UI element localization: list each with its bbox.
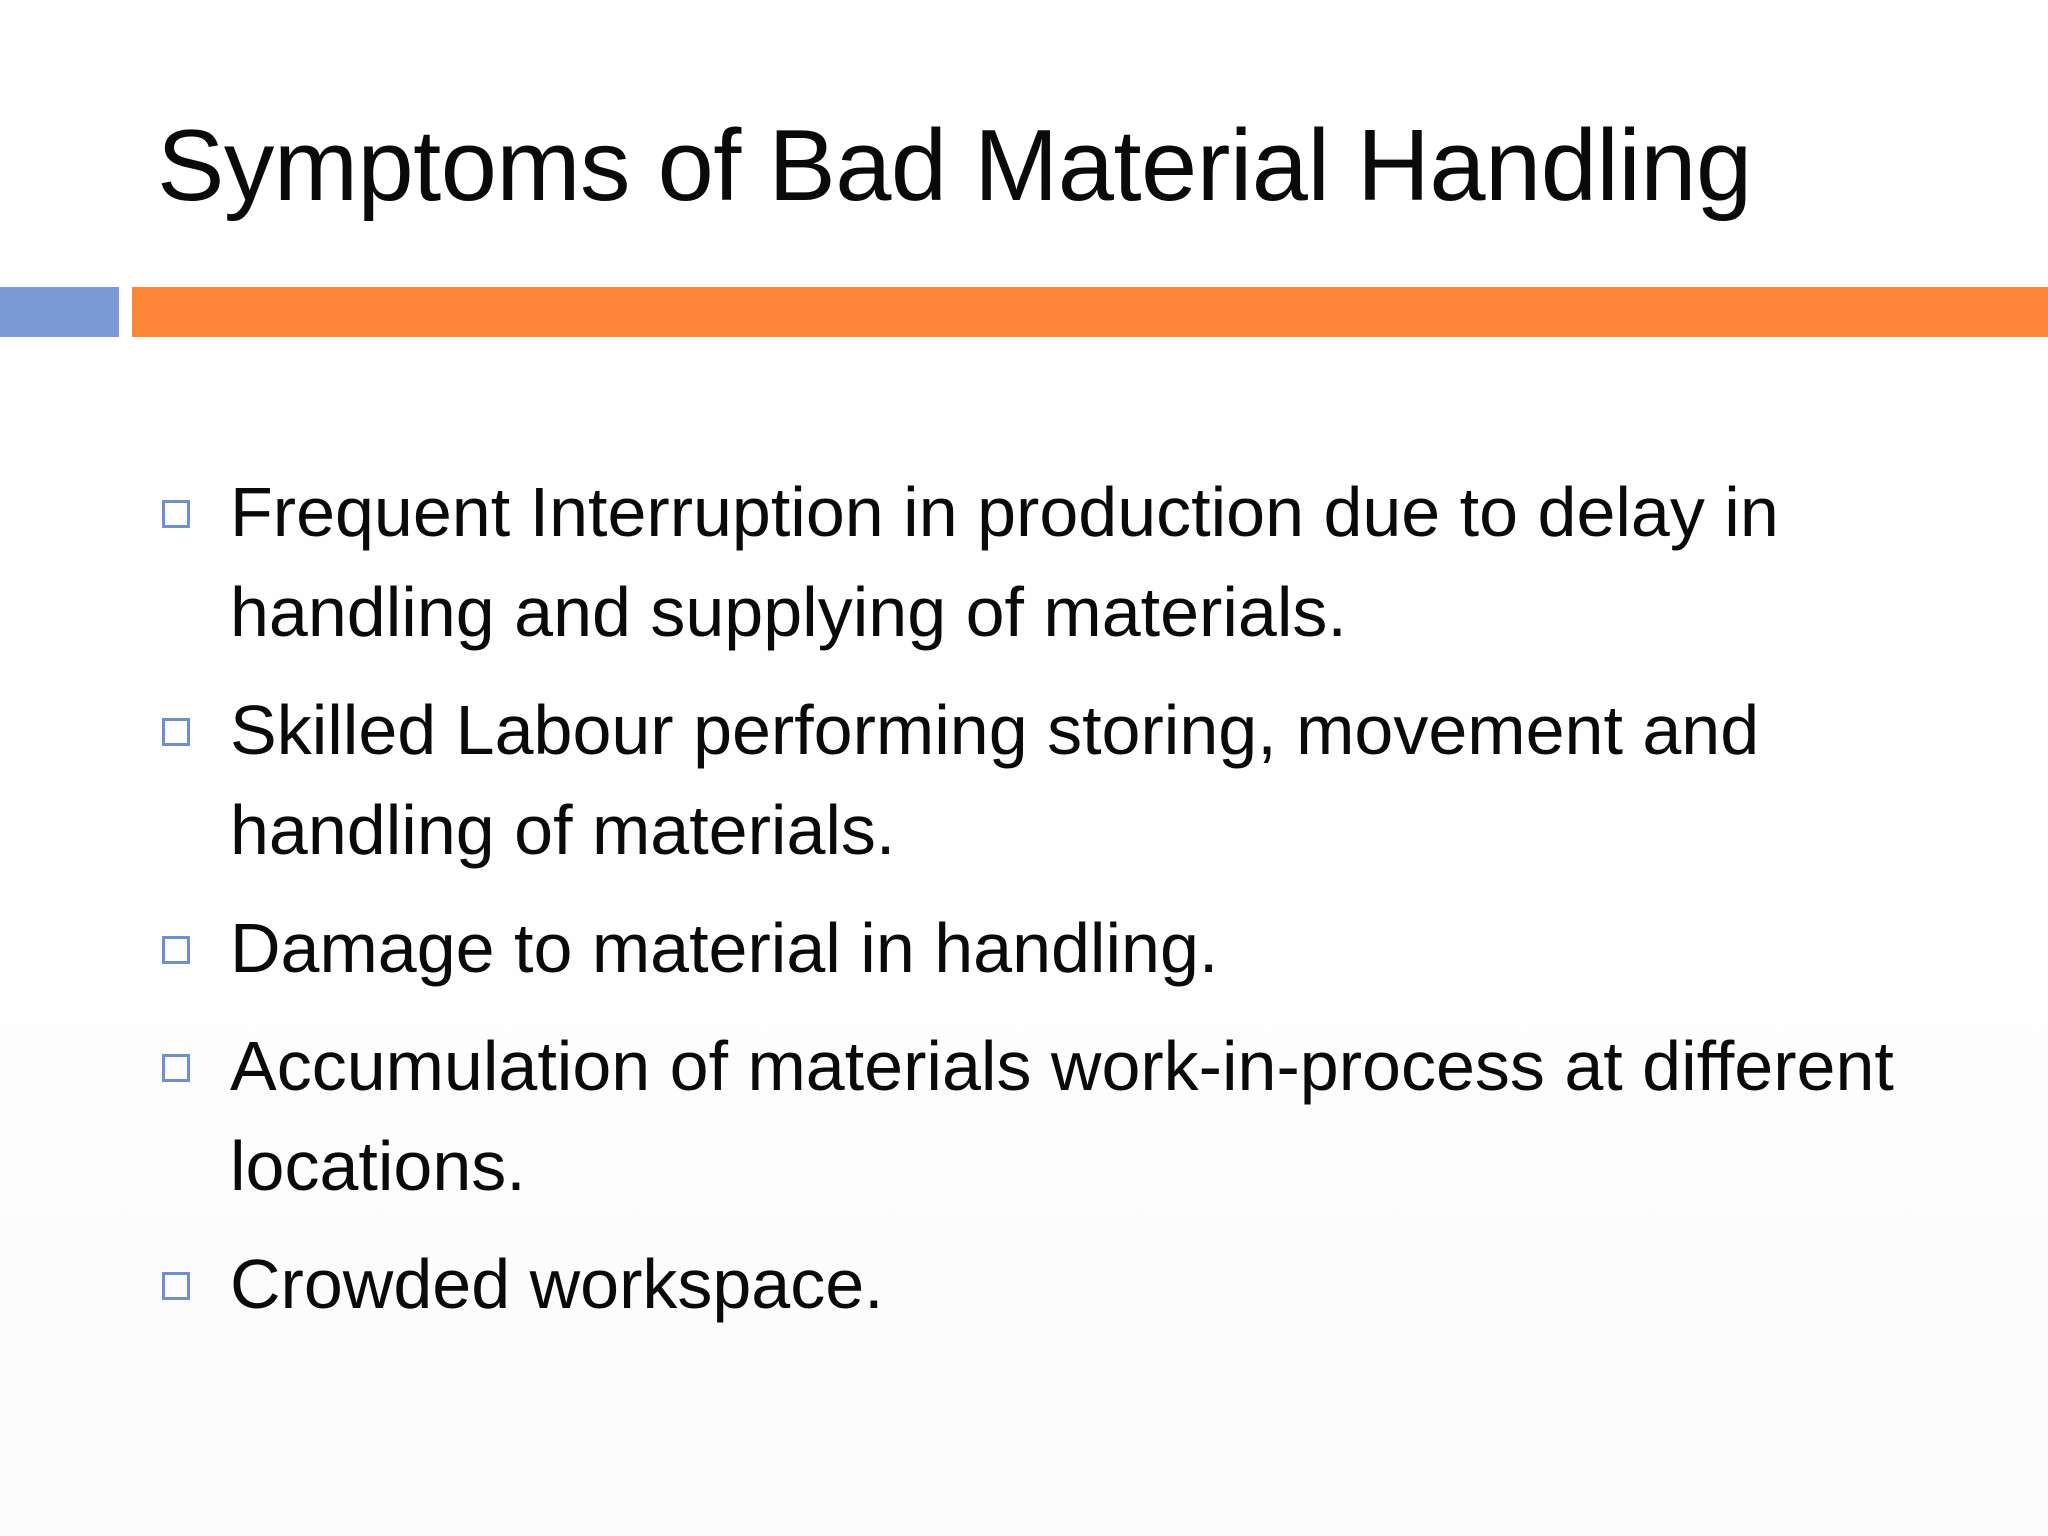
hollow-square-bullet-icon: [162, 718, 190, 746]
slide-title: Symptoms of Bad Material Handling: [157, 110, 1752, 222]
hollow-square-bullet-icon: [162, 936, 190, 964]
bullet-item: [158, 898, 1978, 998]
hollow-square-bullet-icon: [162, 1054, 190, 1082]
bullet-text: Crowded workspace.: [230, 1245, 884, 1323]
bullet-item: [158, 680, 1978, 880]
bullet-text: Accumulation of materials work-in-process at different locations.: [230, 1027, 1894, 1205]
bullet-item: [158, 1234, 1978, 1334]
hollow-square-bullet-icon: [162, 500, 190, 528]
bullet-text: Frequent Interruption in production due to delay in handling and supplying of materials.: [230, 473, 1779, 651]
bullet-text: Skilled Labour performing storing, movement and handling of materials.: [230, 691, 1760, 869]
bullet-text: Damage to material in handling.: [230, 909, 1219, 987]
bullet-item: [158, 462, 1978, 662]
accent-bar-orange: [132, 287, 2048, 337]
bullet-list: [158, 462, 1978, 1352]
hollow-square-bullet-icon: [162, 1272, 190, 1300]
accent-bar-blue: [0, 287, 119, 337]
bullet-item: [158, 1016, 1978, 1216]
